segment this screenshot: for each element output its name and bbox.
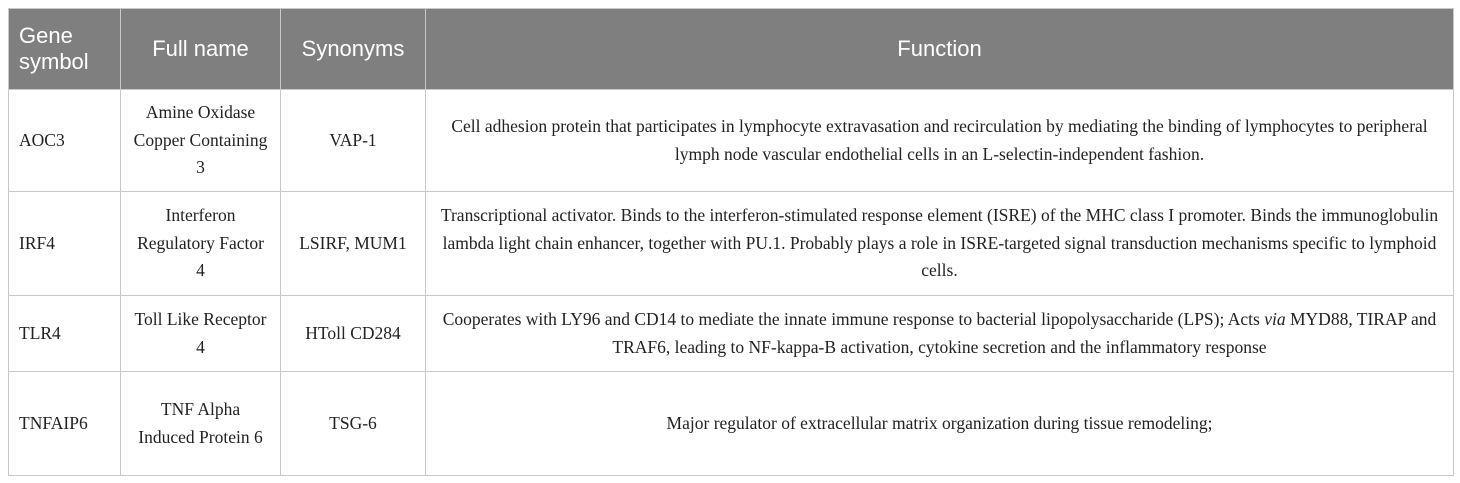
full-name-cell: TNF Alpha Induced Protein 6 bbox=[121, 372, 281, 476]
header-full-name: Full name bbox=[121, 9, 281, 90]
full-name-cell: Toll Like Receptor 4 bbox=[121, 296, 281, 372]
table-row bbox=[9, 372, 1454, 476]
gene-cell: AOC3 bbox=[9, 90, 121, 192]
synonyms-cell: LSIRF, MUM1 bbox=[281, 192, 426, 296]
table-header bbox=[9, 9, 1454, 90]
function-text-pre: Cooperates with LY96 and CD14 to mediate the innate immune response to bacterial lipopolysaccharide (LPS); Acts bbox=[442, 309, 1265, 329]
function-text-italic: via bbox=[1264, 309, 1286, 329]
table-row bbox=[9, 90, 1454, 192]
synonyms-cell: VAP-1 bbox=[281, 90, 426, 192]
function-cell: Cell adhesion protein that participates in lymphocyte extravasation and recirculation by mediating the binding of lymphocytes to peripheral lymph node vascular endothelial cells in an L-selectin-independent fashion. bbox=[426, 90, 1454, 192]
gene-table bbox=[8, 8, 1454, 476]
gene-cell: TNFAIP6 bbox=[9, 372, 121, 476]
function-cell: Major regulator of extracellular matrix organization during tissue remodeling; bbox=[426, 372, 1454, 476]
header-gene-symbol: Gene symbol bbox=[9, 9, 121, 90]
header-synonyms: Synonyms bbox=[281, 9, 426, 90]
synonyms-cell: HToll CD284 bbox=[281, 296, 426, 372]
header-function: Function bbox=[426, 9, 1454, 90]
table-row bbox=[9, 296, 1454, 372]
gene-cell: IRF4 bbox=[9, 192, 121, 296]
synonyms-cell: TSG-6 bbox=[281, 372, 426, 476]
header-row bbox=[9, 9, 1454, 90]
table-row bbox=[9, 192, 1454, 296]
table-body bbox=[9, 90, 1454, 476]
full-name-cell: Amine Oxidase Copper Containing 3 bbox=[121, 90, 281, 192]
function-cell bbox=[426, 296, 1454, 372]
function-text-post: MYD88, TIRAP and TRAF6, leading to NF-kappa-B activation, cytokine secretion and the inflammatory response bbox=[612, 309, 1437, 357]
full-name-cell: Interferon Regulatory Factor 4 bbox=[121, 192, 281, 296]
gene-cell: TLR4 bbox=[9, 296, 121, 372]
function-cell: Transcriptional activator. Binds to the interferon-stimulated response element (ISRE) of the MHC class I promoter. Binds the immunoglobulin lambda light chain enhancer, together with PU.1. Probably plays a role in ISRE-targeted signal transduction mechanisms specific to lymphoid cells. bbox=[426, 192, 1454, 296]
